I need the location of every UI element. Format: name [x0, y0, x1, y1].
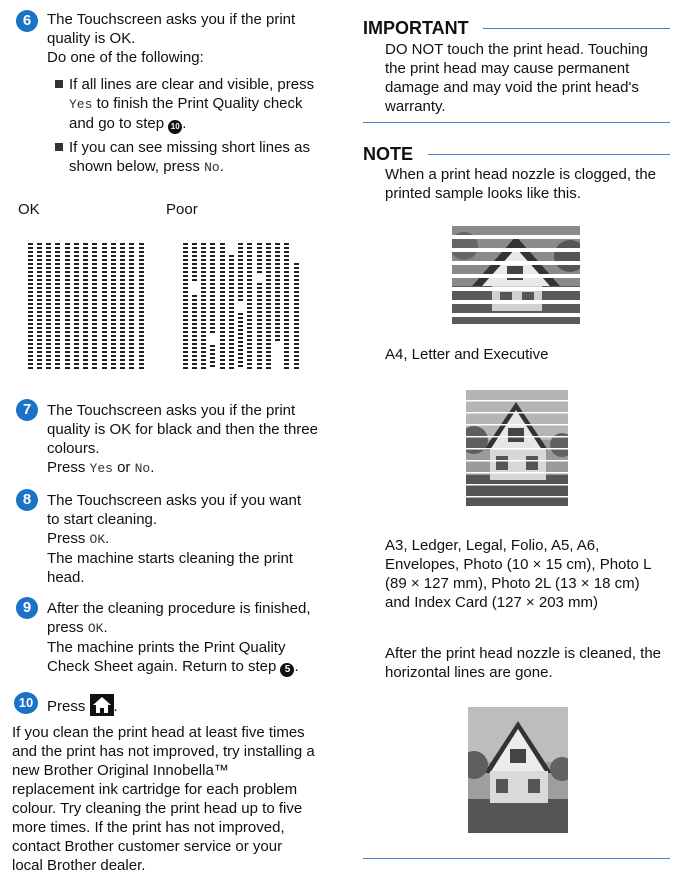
period: .: [113, 698, 118, 715]
step-8-line-5: head.: [47, 569, 85, 586]
bullet-2-line-1: If you can see missing short lines as: [69, 139, 310, 156]
note-heading: NOTE: [363, 144, 414, 164]
after-line: After the print head nozzle is cleaned, the: [385, 645, 662, 662]
clogged-sample-image-2: [466, 390, 568, 506]
bullet-1-line-2: [69, 94, 339, 114]
step-10-number: 10: [14, 692, 38, 714]
final-line: If you clean the print head at least five times: [12, 724, 305, 741]
step-8-line-4: The machine starts cleaning the print: [47, 550, 293, 567]
important-line: damage and may void the print head's: [385, 79, 639, 96]
no-code: No: [204, 160, 220, 175]
period: .: [103, 619, 108, 636]
step-9-line-1: After the cleaning procedure is finished,: [47, 600, 311, 617]
bullet-2-line-2: [69, 157, 339, 177]
final-line: replacement ink cartridge for each problem: [12, 781, 298, 798]
step-8-line-1: The Touchscreen asks you if you want: [47, 492, 302, 509]
ok-code: OK: [87, 621, 104, 636]
final-line: colour. Try cleaning the print head up to five: [12, 800, 303, 817]
period: .: [219, 158, 224, 175]
clean-sample-image: [468, 707, 568, 833]
yes-code: Yes: [89, 461, 113, 476]
step-7-line-2: quality is OK for black and then the three: [47, 421, 318, 438]
step-6-line-3: Do one of the following:: [47, 49, 204, 66]
important-line: the print head may cause permanent: [385, 60, 630, 77]
bottom-rule: [363, 858, 670, 859]
final-line: more times. If the print has not improved,: [12, 819, 285, 836]
step-9-number: 9: [16, 597, 38, 619]
period: .: [294, 658, 299, 675]
step-8-number: 8: [16, 489, 38, 511]
step-7-number: 7: [16, 399, 38, 421]
or-text: or: [112, 459, 135, 476]
caption-line: A3, Ledger, Legal, Folio, A5, A6,: [385, 537, 600, 554]
press-text: Press: [47, 698, 90, 715]
ok-test-pattern: [28, 243, 146, 369]
step-6-number: 6: [16, 10, 38, 32]
important-rule-bottom: [363, 122, 670, 123]
step-ref-5: 5: [280, 663, 294, 677]
no-code: No: [134, 461, 151, 476]
press-text: Press: [47, 530, 90, 547]
final-line: local Brother dealer.: [12, 857, 146, 874]
bullet-1-line-2-text: to finish the Print Quality check: [92, 95, 303, 112]
step-7-line-3: colours.: [47, 440, 100, 457]
bullet-1-line-1: If all lines are clear and visible, press: [69, 76, 315, 93]
final-paragraph: [12, 723, 332, 875]
caption-line: (89 × 127 mm), Photo 2L (13 × 18 cm): [385, 575, 640, 592]
ok-label: OK: [18, 201, 40, 218]
caption-line: and Index Card (127 × 203 mm): [385, 594, 599, 611]
step-6-bullet-1: [69, 75, 339, 134]
yes-code: Yes: [69, 97, 93, 112]
step-8-line-3: [47, 529, 337, 549]
step-9-line-3: The machine prints the Print Quality: [47, 639, 286, 656]
step-7-line-1: The Touchscreen asks you if the print: [47, 402, 296, 419]
poor-label: Poor: [166, 201, 198, 218]
step-6-text: [47, 10, 337, 67]
step-6-bullet-2: [69, 138, 339, 177]
bullet-square: [55, 143, 63, 151]
step-6-line-1: The Touchscreen asks you if the print: [47, 11, 296, 28]
poor-test-pattern: [183, 243, 301, 369]
note-text: [385, 165, 675, 203]
bullet-1-line-3: [69, 114, 339, 134]
ok-code: OK: [89, 532, 106, 547]
step-8-text: [47, 491, 337, 587]
press-text: press: [47, 619, 88, 636]
important-rule-top: [483, 28, 670, 29]
step-9-line-2: [47, 618, 337, 638]
step-7-line-4: [47, 458, 337, 478]
note-rule-top: [428, 154, 670, 155]
step-ref-10: 10: [168, 120, 182, 134]
home-icon: [90, 694, 114, 716]
important-line: warranty.: [385, 98, 446, 115]
step-7-text: [47, 401, 337, 478]
period: .: [150, 459, 155, 476]
after-cleaning-text: [385, 644, 675, 682]
press-text: Press: [47, 459, 90, 476]
step-10-text: [47, 694, 118, 716]
period: .: [182, 115, 187, 132]
bullet-1-line-3-text: and go to step: [69, 115, 169, 132]
note-line: When a print head nozzle is clogged, the: [385, 166, 657, 183]
note-line: printed sample looks like this.: [385, 185, 581, 202]
important-heading: IMPORTANT: [363, 18, 469, 38]
important-line: DO NOT touch the print head. Touching: [385, 41, 648, 58]
step-6-line-2: quality is OK.: [47, 30, 136, 47]
after-line: horizontal lines are gone.: [385, 664, 553, 681]
step-9-text: [47, 599, 337, 677]
caption-other-sizes: [385, 536, 675, 612]
final-line: new Brother Original Innobella™: [12, 762, 229, 779]
clogged-sample-image-1: [452, 226, 580, 324]
step-9-line-4-text: Check Sheet again. Return to step: [47, 658, 281, 675]
step-9-line-4: [47, 657, 337, 677]
important-text: [385, 40, 675, 116]
final-line: and the print has not improved, try installing a: [12, 743, 315, 760]
caption-a4: A4, Letter and Executive: [385, 346, 549, 363]
bullet-2-line-2-text: shown below, press: [69, 158, 205, 175]
step-8-line-2: to start cleaning.: [47, 511, 158, 528]
final-line: contact Brother customer service or your: [12, 838, 283, 855]
caption-line: Envelopes, Photo (10 × 15 cm), Photo L: [385, 556, 652, 573]
period: .: [105, 530, 110, 547]
bullet-square: [55, 80, 63, 88]
